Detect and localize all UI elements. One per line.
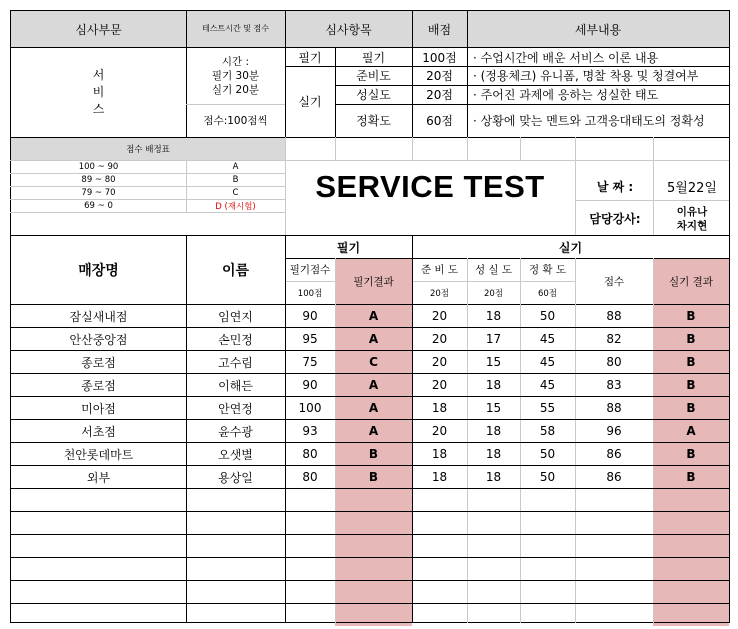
grade-table-title: 점수 배정표	[11, 138, 285, 160]
store-cell: 미아점	[81, 401, 116, 416]
instructor-name: 이유나	[676, 205, 708, 218]
col-written-score: 필기점수	[289, 264, 331, 276]
practical-result-cell	[653, 558, 729, 580]
practical-result-cell	[653, 535, 729, 557]
store-cell	[11, 535, 186, 557]
time-title: 시간 :	[221, 56, 250, 68]
instructor-label: 담당강사:	[589, 212, 641, 226]
sincere-cell	[467, 581, 520, 603]
dept-value: 서 비 스	[92, 68, 105, 116]
written-score-cell	[285, 512, 335, 534]
name-cell: 오샛별	[218, 447, 253, 462]
prep-cell: 20	[431, 378, 448, 392]
page-title: SERVICE TEST	[315, 169, 545, 204]
score-cell	[575, 581, 653, 603]
prep-cell	[412, 558, 467, 580]
header-items: 심사항목	[285, 11, 412, 47]
name-cell: 안연정	[218, 401, 253, 416]
col-accuracy: 정 확 도	[528, 264, 567, 276]
col-store: 매장명	[78, 263, 119, 279]
header-points: 배점	[412, 11, 467, 47]
date-value: 5월22일	[667, 180, 717, 196]
store-cell: 잠실새내점	[69, 309, 128, 324]
sincere-cell	[467, 512, 520, 534]
accuracy-cell: 50	[539, 470, 556, 484]
store-cell	[11, 581, 186, 603]
col-written-max: 100점	[297, 288, 323, 299]
name-cell: 고수림	[218, 355, 253, 370]
name-cell	[186, 581, 285, 603]
criteria-points-written: 100점	[422, 50, 457, 65]
prep-cell: 20	[431, 309, 448, 323]
score-cell: 86	[606, 447, 622, 461]
score-each: 점수:100점씩	[203, 115, 268, 127]
header-dept: 심사부문	[11, 11, 186, 47]
accuracy-cell	[520, 535, 575, 557]
instructor-name: 차지현	[676, 219, 708, 232]
practical-result-cell: B	[653, 374, 729, 396]
grade-range: 100 ~ 90	[78, 161, 119, 172]
written-score-cell: 90	[302, 309, 318, 323]
practical-result-cell	[653, 489, 729, 511]
written-score-cell: 95	[302, 332, 318, 346]
accuracy-cell: 45	[539, 378, 556, 392]
sincere-cell: 18	[485, 309, 502, 323]
score-cell: 88	[606, 309, 622, 323]
written-score-cell: 80	[302, 447, 318, 461]
store-cell	[11, 512, 186, 534]
accuracy-cell: 50	[539, 309, 556, 323]
practical-result-cell: B	[653, 328, 729, 350]
written-result-cell: C	[335, 351, 412, 373]
grade-range: 79 ~ 70	[81, 187, 116, 198]
criteria-item-accuracy: 정확도	[356, 114, 391, 128]
criteria-item-written: 필기	[361, 50, 386, 65]
name-cell: 손민정	[218, 332, 253, 347]
sincere-cell: 17	[485, 332, 502, 346]
col-prep-max: 20점	[429, 288, 450, 299]
written-result-cell: A	[335, 374, 412, 396]
written-result-cell: A	[335, 420, 412, 442]
prep-cell: 20	[431, 355, 448, 369]
practical-result-cell: B	[653, 466, 729, 488]
sincere-cell: 18	[485, 378, 502, 392]
practical-result-cell: B	[653, 351, 729, 373]
grade-letter: C	[232, 187, 239, 198]
name-cell	[186, 535, 285, 557]
prep-cell	[412, 581, 467, 603]
time-practical: 실기 20분	[211, 84, 260, 96]
sincere-cell: 18	[485, 470, 502, 484]
criteria-points-accuracy: 60점	[426, 114, 453, 128]
accuracy-cell	[520, 489, 575, 511]
score-cell: 88	[606, 401, 622, 415]
prep-cell	[412, 535, 467, 557]
name-cell: 임연지	[218, 309, 253, 324]
accuracy-cell: 50	[539, 447, 556, 461]
sincere-cell: 18	[485, 424, 502, 438]
store-cell	[11, 558, 186, 580]
prep-cell: 18	[431, 447, 448, 461]
store-cell	[11, 489, 186, 511]
written-result-cell	[335, 558, 412, 580]
col-name: 이름	[221, 263, 250, 279]
score-cell	[575, 535, 653, 557]
store-cell: 안산중앙점	[69, 332, 128, 347]
col-score: 점수	[603, 275, 625, 288]
written-result-cell	[335, 581, 412, 603]
header-time: 테스트시간 및 점수	[186, 11, 285, 47]
written-score-cell	[285, 535, 335, 557]
sincere-cell: 15	[485, 355, 502, 369]
written-result-cell: A	[335, 397, 412, 419]
criteria-desc-accuracy: · 상황에 맞는 멘트와 고객응대태도의 정확성	[473, 114, 705, 128]
col-written-result: 필기결과	[335, 258, 412, 304]
practical-result-cell: B	[653, 305, 729, 327]
col-sincere: 성 실 도	[474, 264, 513, 276]
written-result-cell	[335, 512, 412, 534]
store-cell: 천안롯데마트	[63, 447, 134, 462]
written-score-cell: 90	[302, 378, 318, 392]
prep-cell	[412, 512, 467, 534]
written-score-cell	[285, 581, 335, 603]
written-result-cell: B	[335, 466, 412, 488]
time-written: 필기 30분	[211, 70, 260, 82]
score-cell: 80	[606, 355, 622, 369]
criteria-points-sincere: 20점	[426, 88, 453, 102]
written-score-cell	[285, 558, 335, 580]
prep-cell: 20	[431, 424, 448, 438]
prep-cell: 20	[431, 332, 448, 346]
group-written: 필기	[336, 240, 361, 255]
written-score-cell: 93	[302, 424, 318, 438]
accuracy-cell: 58	[539, 424, 556, 438]
name-cell: 윤수광	[218, 424, 253, 439]
practical-result-cell: B	[653, 443, 729, 465]
written-result-cell: A	[335, 328, 412, 350]
written-score-cell: 100	[298, 401, 322, 415]
score-cell	[575, 558, 653, 580]
col-accuracy-max: 60점	[537, 288, 558, 299]
sincere-cell: 18	[485, 447, 502, 461]
group-practical: 실기	[558, 240, 583, 255]
practical-result-cell	[653, 581, 729, 603]
written-result-cell	[335, 489, 412, 511]
criteria-desc-prep: · (정용체크) 유니폼, 명찰 착용 및 청결여부	[473, 69, 699, 83]
written-score-cell: 80	[302, 470, 318, 484]
name-cell	[186, 512, 285, 534]
name-cell	[186, 489, 285, 511]
practical-result-cell	[653, 512, 729, 534]
sincere-cell	[467, 535, 520, 557]
written-result-cell: A	[335, 305, 412, 327]
score-cell: 96	[606, 424, 622, 438]
score-cell: 82	[606, 332, 622, 346]
criteria-item-sincere: 성실도	[356, 88, 391, 102]
accuracy-cell	[520, 558, 575, 580]
sincere-cell: 15	[485, 401, 502, 415]
grade-range: 69 ~ 0	[84, 200, 113, 211]
date-label: 날 짜 :	[596, 179, 634, 194]
practical-result-cell: B	[653, 397, 729, 419]
criteria-desc-sincere: · 주어진 과제에 응하는 성실한 태도	[473, 88, 659, 102]
grade-letter: A	[232, 161, 239, 172]
header-details: 세부내용	[467, 11, 729, 47]
practical-result-cell: A	[653, 420, 729, 442]
criteria-desc-written: · 수업시간에 배운 서비스 이론 내용	[473, 50, 659, 65]
written-result-cell: B	[335, 443, 412, 465]
accuracy-cell	[520, 512, 575, 534]
accuracy-cell: 55	[539, 401, 556, 415]
name-cell: 이해든	[218, 378, 253, 393]
criteria-group-written: 필기	[298, 50, 322, 65]
written-score-cell	[285, 489, 335, 511]
name-cell: 용상일	[218, 470, 253, 485]
prep-cell: 18	[431, 401, 448, 415]
col-prep: 준 비 도	[420, 264, 459, 276]
accuracy-cell: 45	[539, 332, 556, 346]
score-cell: 83	[606, 378, 622, 392]
name-cell	[186, 558, 285, 580]
written-score-cell: 75	[302, 355, 318, 369]
score-cell	[575, 489, 653, 511]
sincere-cell	[467, 489, 520, 511]
score-cell: 86	[606, 470, 622, 484]
criteria-points-prep: 20점	[426, 69, 453, 83]
written-result-cell	[335, 535, 412, 557]
accuracy-cell: 45	[539, 355, 556, 369]
store-cell: 종로점	[81, 355, 116, 370]
prep-cell	[412, 489, 467, 511]
store-cell: 종로점	[81, 378, 116, 393]
col-practical-result: 실기 결과	[653, 258, 729, 304]
store-cell: 서초점	[81, 424, 116, 439]
col-sincere-max: 20점	[483, 288, 504, 299]
score-cell	[575, 512, 653, 534]
criteria-group-practical: 실기	[298, 95, 322, 109]
store-cell: 외부	[86, 470, 111, 485]
grade-range: 89 ~ 80	[81, 174, 116, 185]
accuracy-cell	[520, 581, 575, 603]
sincere-cell	[467, 558, 520, 580]
grade-letter-retest: D (재시험)	[215, 201, 256, 212]
prep-cell: 18	[431, 470, 448, 484]
criteria-item-prep: 준비도	[356, 69, 391, 83]
grade-letter: B	[232, 174, 239, 185]
